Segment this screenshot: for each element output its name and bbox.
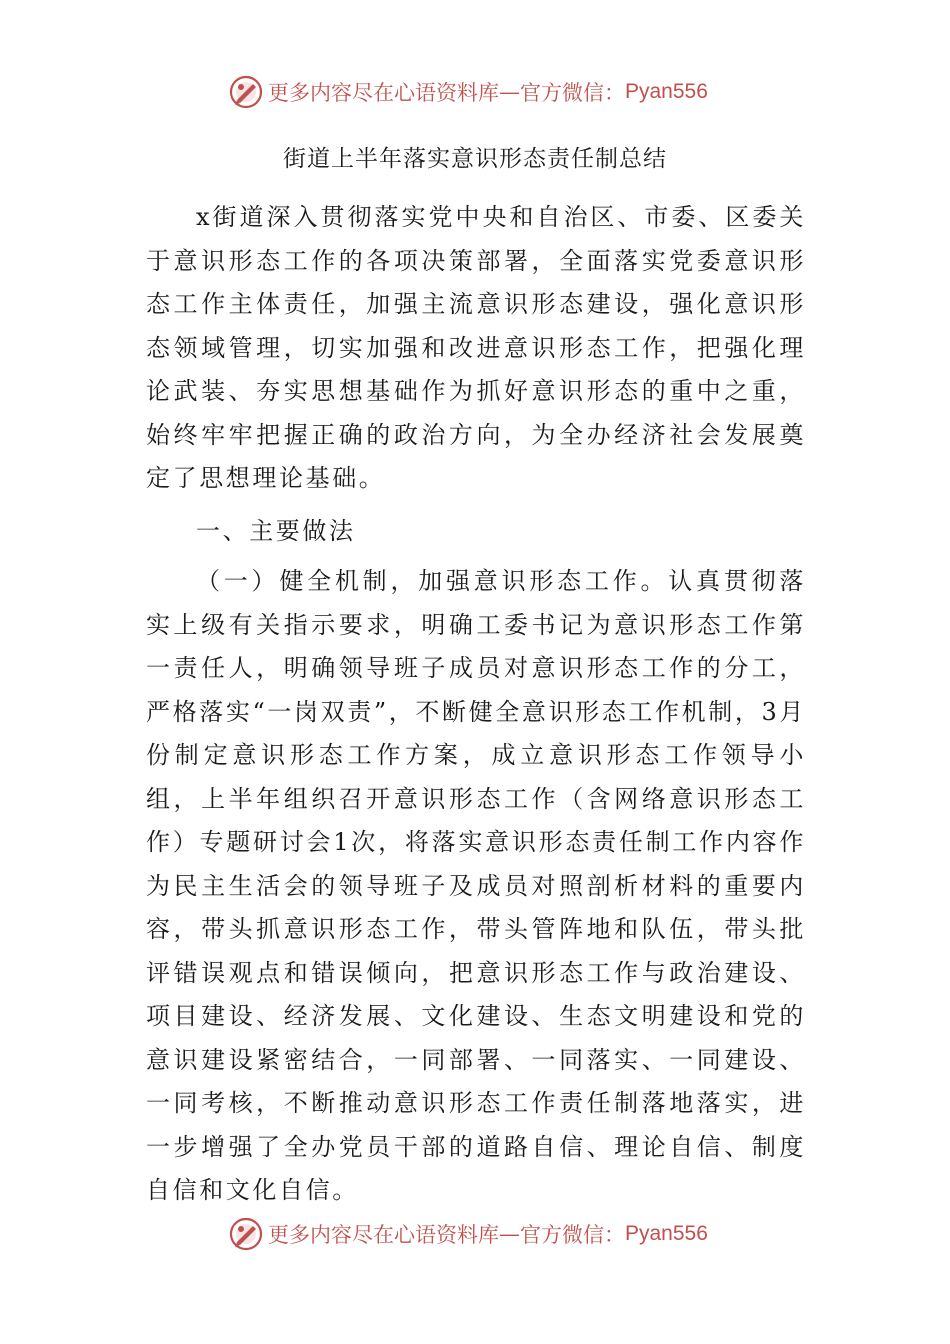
banner-wechat-label: 官方微信： [520,81,625,105]
section-heading: 一、主要做法 [196,517,356,545]
footer-banner [228,1214,748,1254]
paragraph-section-1: （一）健全机制，加强意识形态工作。认真贯彻落实上级有关指示要求，明确工委书记为意识形态工作第一责任人，明确领导班子成员对意识形态工作的分工，严格落实“一岗双责”，不断健全意识形态工作机制，3月份制定意识形态工作方案，成立意识形态工作领导小组，上半年组织召开意识形态工作（含网络意识形态工作）专题研讨会1次，将落实意识形态责任制工作内容作为民主生活会的领导班子及成员对照剖析材料的重要内容，带头抓意识形态工作，带头管阵地和队伍，带头批评错误观点和错误倾向，把意识形态工作与政治建设、项目建设、经济发展、文化建设、生态文明建设和党的意识建设紧密结合，一同部署、一同落实、一同建设、一同考核，不断推动意识形态工作责任制落地落实，进一步增强了全办党员干部的道路自信、理论自信、制度自信和文化自信。 [146,567,806,1204]
banner-main-text: 更多内容尽在心语资料库 [268,1223,499,1247]
banner-main-text: 更多内容尽在心语资料库 [268,81,499,105]
banner-separator: — [499,1222,520,1246]
banner-wechat-id: Pyan556 [625,80,708,103]
logo-icon [228,1216,264,1252]
banner-separator: — [499,80,520,104]
banner-wechat-label: 官方微信： [520,1223,625,1247]
document-title: 街道上半年落实意识形态责任制总结 [283,146,667,172]
banner-wechat-id: Pyan556 [625,1222,708,1245]
paragraph-intro: x街道深入贯彻落实党中央和自治区、市委、区委关于意识形态工作的各项决策部署，全面落实党委意识形态工作主体责任，加强主流意识形态建设，强化意识形态领域管理，切实加强和改进意识形态工作，把强化理论武装、夯实思想基础作为抓好意识形态的重中之重，始终牢牢把握正确的政治方向，为全办经济社会发展奠定了思想理论基础。 [146,203,806,492]
logo-icon [228,74,264,110]
header-banner [228,72,748,112]
